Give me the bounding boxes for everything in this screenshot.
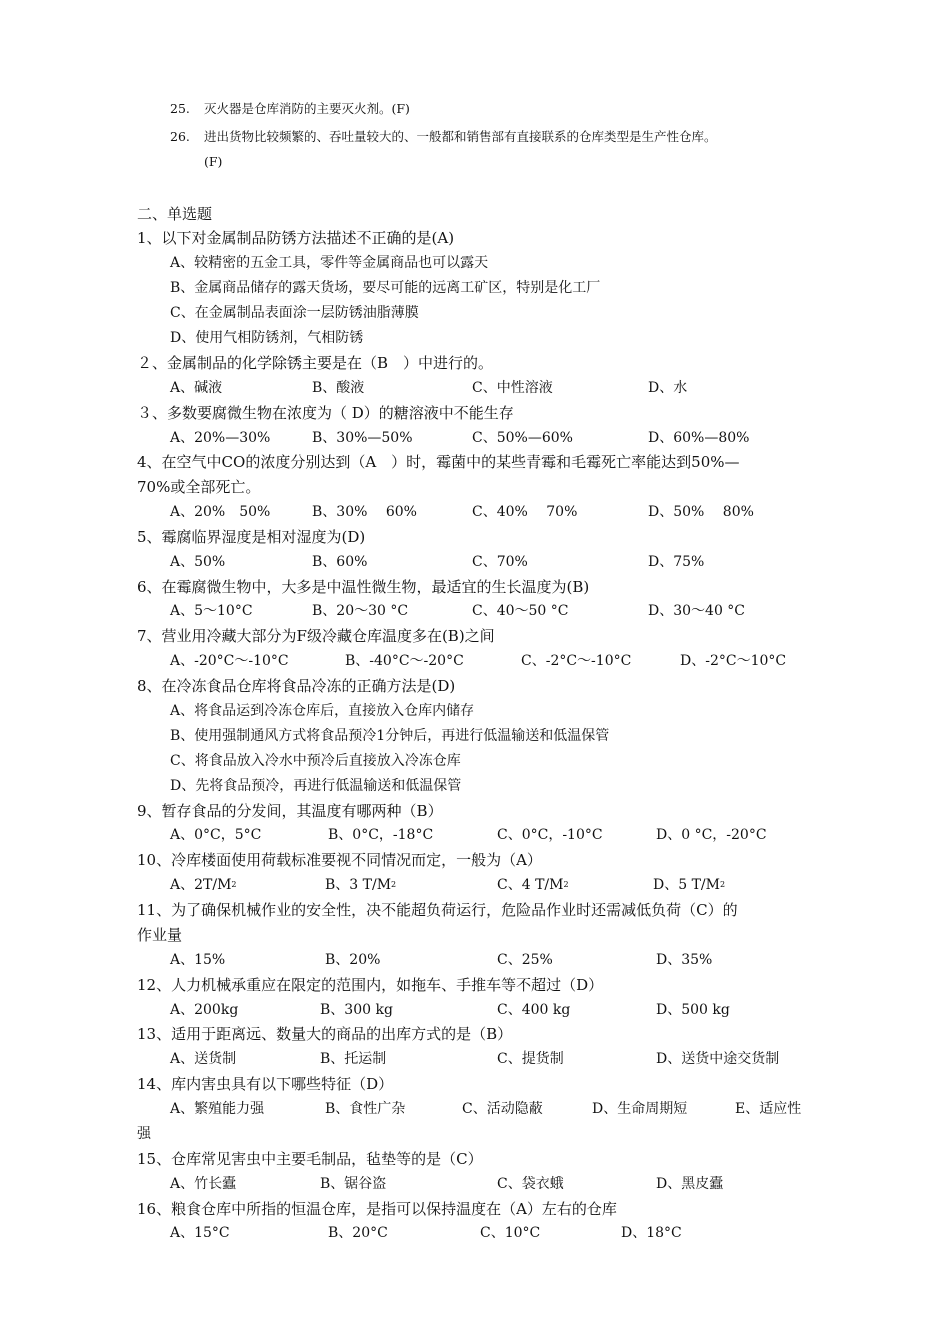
question-stem: ２、金属制品的化学除锈主要是在（B ）中进行的。 [137,354,494,372]
option: E、适应性 [735,1101,802,1117]
option: B、30%—50% [312,430,413,446]
option: C、中性溶液 [472,380,553,396]
option: A、竹长蠹 [170,1176,237,1192]
question-stem: 12、人力机械承重应在限定的范围内，如拖车、手推车等不超过（D） [137,976,604,994]
option: B、20% [325,952,381,968]
option: B、30% 60% [312,504,417,520]
option: C、10°C [480,1225,541,1241]
option: D、-2°C～10°C [680,653,787,669]
question-stem: 10、冷库楼面使用荷载标准要视不同情况而定，一般为（A） [137,851,542,869]
option: D、18°C [621,1225,682,1241]
question-stem: 1、以下对金属制品防锈方法描述不正确的是(A) [137,229,455,247]
option: C、40% 70% [472,504,578,520]
option: D、送货中途交货制 [656,1051,780,1067]
option: B、20～30 °C [312,603,409,619]
option: B、锯谷盗 [320,1176,387,1192]
option: C、70% [472,554,528,570]
option: D、使用气相防锈剂，气相防锈 [170,330,364,346]
option [653,875,725,895]
question-stem-continued: 作业量 [137,926,183,944]
superscript: 2 [719,880,726,889]
question-stem: ３、多数要腐微生物在浓度为（ D）的糖溶液中不能生存 [137,404,514,422]
question-stem: 11、为了确保机械作业的安全性，决不能超负荷运行，危险品作业时还需减低负荷（C）的 [137,901,738,919]
option: C、将食品放入冷水中预冷后直接放入冷冻仓库 [170,753,461,769]
question-stem: 13、适用于距离远、数量大的商品的出库方式的是（B） [137,1025,513,1043]
question-stem: 15、仓库常见害虫中主要毛制品，毡垫等的是（C） [137,1150,483,1168]
option: C、袋衣蛾 [497,1176,564,1192]
option: D、50% 80% [648,504,754,520]
question-stem: 9、暂存食品的分发间，其温度有哪两种（B） [137,802,443,820]
option: C、0°C，-10°C [497,827,603,843]
option: C、400 kg [497,1002,571,1018]
option: B、0°C，-18°C [328,827,434,843]
option: B、20°C [328,1225,388,1241]
option: C、在金属制品表面涂一层防锈油脂薄膜 [170,305,419,321]
option [170,875,237,895]
option: B、60% [312,554,368,570]
tf-text: 灭火器是仓库消防的主要灭火剂。(F) [204,101,410,116]
question-stem: 5、霉腐临界湿度是相对湿度为(D) [137,528,366,546]
question-stem: 14、库内害虫具有以下哪些特征（D） [137,1075,394,1093]
option-text: C、4 T/M [497,877,564,893]
option: A、0°C，5°C [170,827,262,843]
option-text: A、2T/M [170,877,232,893]
option: D、75% [648,554,705,570]
option: A、20%—30% [170,430,271,446]
option: B、酸液 [312,380,365,396]
option: C、50%—60% [472,430,573,446]
question-stem: 7、营业用冷藏大部分为F级冷藏仓库温度多在(B)之间 [137,627,495,645]
option: D、500 kg [656,1002,730,1018]
option: C、40～50 °C [472,603,569,619]
tf-text: 进出货物比较频繁的、吞吐量较大的、一般都和销售部有直接联系的仓库类型是生产性仓库。 [204,129,717,144]
option [497,875,569,895]
option: A、200kg [170,1002,239,1018]
option: C、25% [497,952,553,968]
option-text: D、5 T/M [653,877,720,893]
option: B、食性广杂 [325,1101,406,1117]
option: D、水 [648,380,688,396]
superscript: 2 [563,880,569,889]
option: A、-20°C～-10°C [170,653,289,669]
option: A、较精密的五金工具，零件等金属商品也可以露天 [170,255,489,271]
option-text: B、3 T/M [325,877,392,893]
section-title: 二、单选题 [137,205,213,223]
question-stem-continued: 70%或全部死亡。 [137,478,261,496]
option: D、60%—80% [648,430,750,446]
option: D、0 °C，-20°C [656,827,767,843]
option: D、先将食品预冷，再进行低温输送和低温保管 [170,778,462,794]
option: A、送货制 [170,1051,237,1067]
question-stem: 8、在冷冻食品仓库将食品冷冻的正确方法是(D) [137,677,456,695]
option: C、活动隐蔽 [462,1101,543,1117]
question-stem: 16、粮食仓库中所指的恒温仓库，是指可以保持温度在（A）左右的仓库 [137,1200,617,1218]
option-continued: 强 [137,1126,151,1142]
option: A、繁殖能力强 [170,1101,265,1117]
superscript: 2 [391,880,397,889]
option: B、托运制 [320,1051,387,1067]
option: B、金属商品储存的露天货场，要尽可能的远离工矿区，特别是化工厂 [170,280,601,296]
option: A、5～10°C [170,603,253,619]
option: A、将食品运到冷冻仓库后，直接放入仓库内储存 [170,703,475,719]
option: B、使用强制通风方式将食品预冷1分钟后，再进行低温输送和低温保管 [170,728,610,744]
tf-item-26-answer: (F) [204,154,223,169]
option: D、30～40 °C [648,603,746,619]
option: B、-40°C～-20°C [345,653,464,669]
superscript: 2 [231,880,237,889]
question-stem: 4、在空气中CO的浓度分别达到（A ）时，霉菌中的某些青霉和毛霉死亡率能达到50%— [137,453,740,471]
option: D、生命周期短 [592,1101,688,1117]
tf-number: 26. [170,129,190,144]
option: D、黑皮蠹 [656,1176,724,1192]
option: B、300 kg [320,1002,393,1018]
option: A、碱液 [170,380,223,396]
option: D、35% [656,952,713,968]
option: C、-2°C～-10°C [521,653,632,669]
question-stem: 6、在霉腐微生物中，大多是中温性微生物，最适宜的生长温度为(B) [137,578,590,596]
option: C、提货制 [497,1051,564,1067]
option: A、20% 50% [170,504,271,520]
option: A、15°C [170,1225,230,1241]
option: A、15% [170,952,226,968]
tf-number: 25. [170,101,190,116]
option: A、50% [170,554,226,570]
option [325,875,396,895]
